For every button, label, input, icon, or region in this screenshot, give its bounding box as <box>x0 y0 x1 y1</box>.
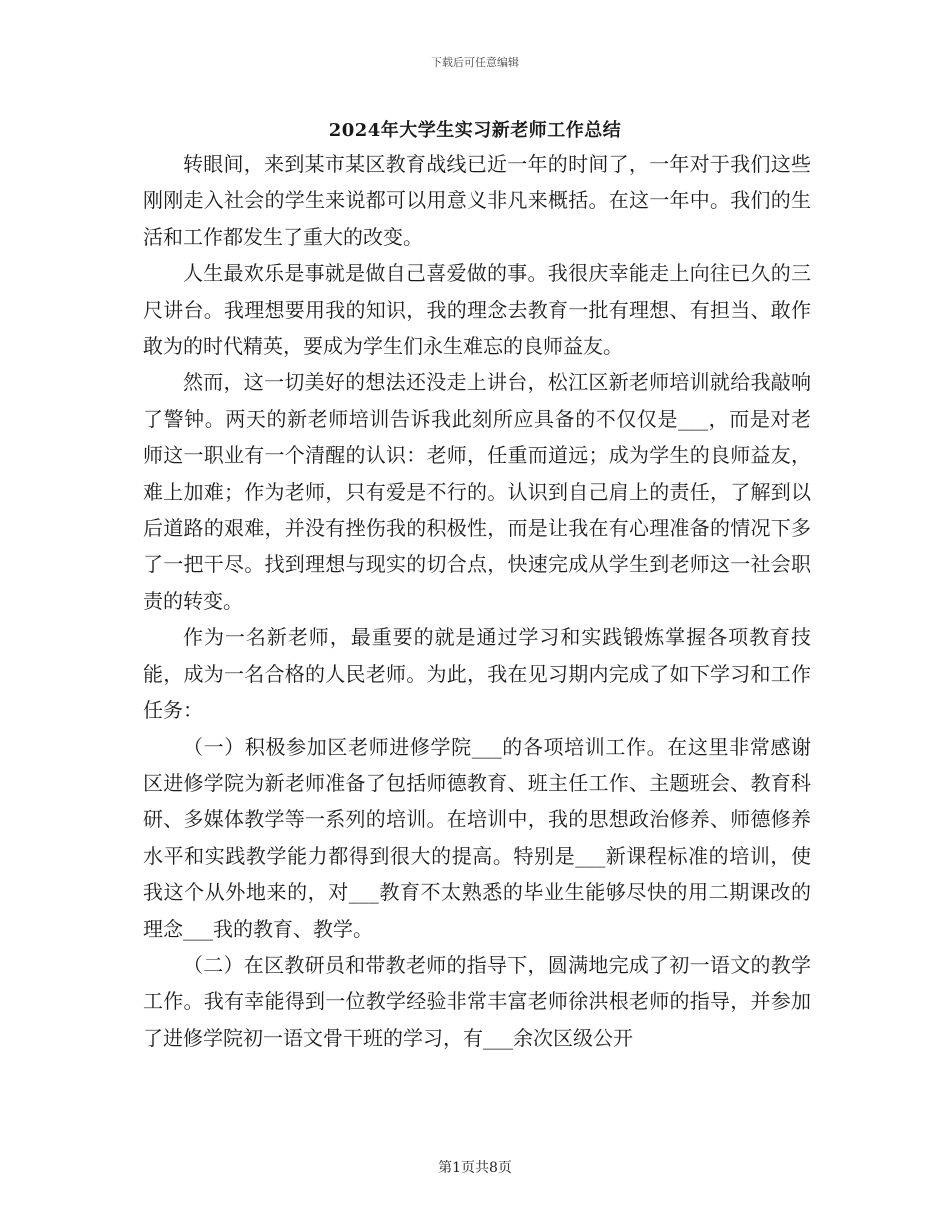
document-body <box>143 146 811 1056</box>
paragraph: 转眼间，来到某市某区教育战线已近一年的时间了，一年对于我们这些刚刚走入社会的学生来说都可以用意义非凡来概括。在这一年中。我们的生活和工作都发生了重大的改变。 <box>143 152 811 249</box>
paragraph: （二）在区教研员和带教老师的指导下，圆满地完成了初一语文的教学工作。我有幸能得到一位教学经验非常丰富老师徐洪根老师的指导，并参加了进修学院初一语文骨干班的学习，有___余次区级公开 <box>143 952 811 1050</box>
paragraph: 人生最欢乐是事就是做自己喜爱做的事。我很庆幸能走上向往已久的三尺讲台。我理想要用我的知识，我的理念去教育一批有理想、有担当、敢作敢为的时代精英，要成为学生们永生难忘的良师益友。 <box>143 261 811 359</box>
paragraph: 然而，这一切美好的想法还没走上讲台，松江区新老师培训就给我敲响了警钟。两天的新老师培训告诉我此刻所应具备的不仅仅是___，而是对老师这一职业有一个清醒的认识：老师，任重而道远；成为学生的良师益友，难上加难；作为老师，只有爱是不行的。认识到自己肩上的责任，了解到以后道路的艰难，并没有挫伤我的积极性，而是让我在有心理准备的情况下多了一把干尽。找到理想与现实的切合点，快速完成从学生到老师这一社会职责的转变。 <box>143 370 811 613</box>
paragraph: （一）积极参加区老师进修学院___的各项培训工作。在这里非常感谢区进修学院为新老师准备了包括师德教育、班主任工作、主题班会、教育科研、多媒体教学等一系列的培训。在培训中，我的思想政治修养、师德修养水平和实践教学能力都得到很大的提高。特别是___新课程标准的培训，使我这个从外地来的，对___教育不太熟悉的毕业生能够尽快的用二期课改的理念___我的教育、教学。 <box>143 734 811 941</box>
page-footer: 第1页共8页 <box>438 1160 512 1176</box>
document-title: 2024年大学生实习新老师工作总结 <box>328 120 622 141</box>
header-note: 下载后可任意编辑 <box>431 56 519 69</box>
paragraph: 作为一名新老师，最重要的就是通过学习和实践锻炼掌握各项教育技能，成为一名合格的人民老师。为此，我在见习期内完成了如下学习和工作任务： <box>143 625 811 723</box>
